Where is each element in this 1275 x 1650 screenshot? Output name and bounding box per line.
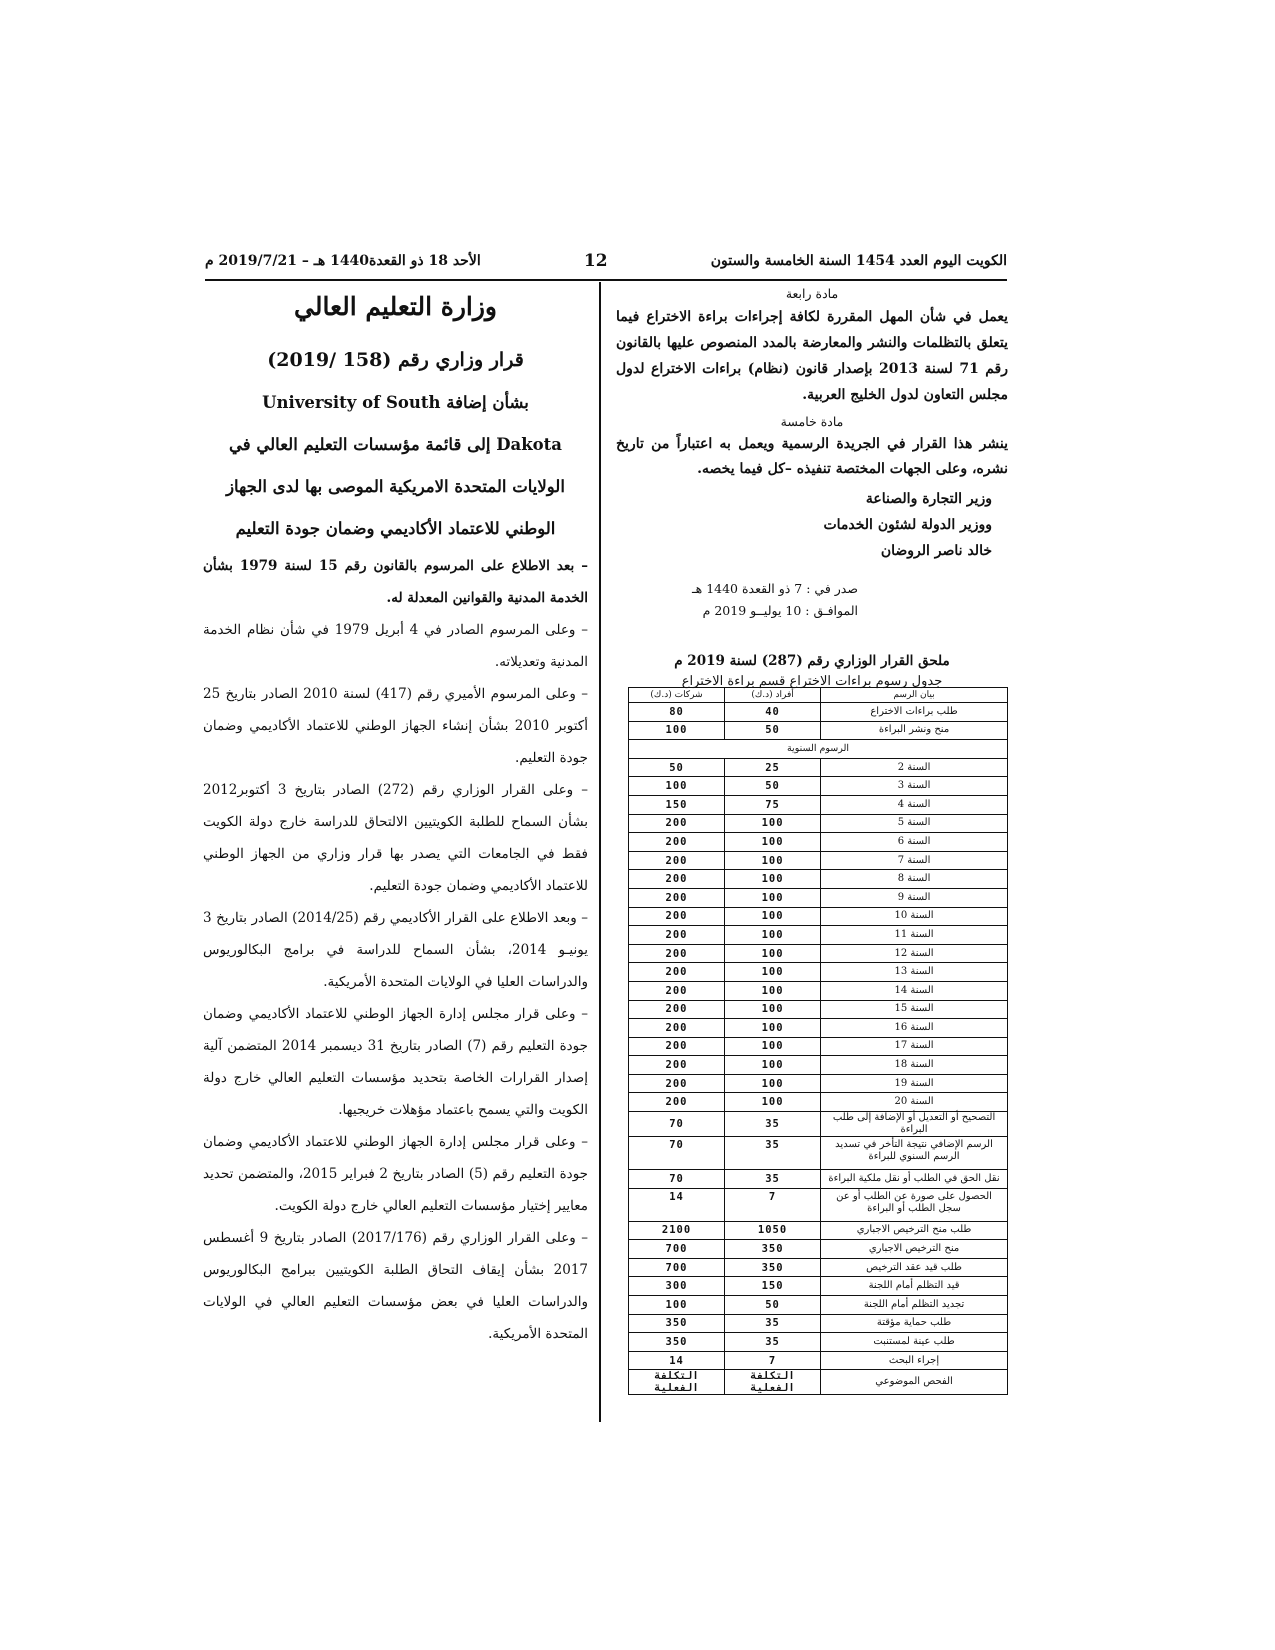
fee-description: تجديد التظلم أمام اللجنة xyxy=(821,1296,1008,1315)
individuals-fee: 50 xyxy=(725,777,821,796)
subject-line-1: بشأن إضافة University of South xyxy=(262,393,529,412)
companies-fee: 2100 xyxy=(629,1221,725,1240)
companies-fee: 200 xyxy=(629,963,725,982)
table-row xyxy=(629,1333,1008,1352)
table-row xyxy=(629,1037,1008,1056)
signer-name: خالد ناصر الروضان xyxy=(880,543,992,559)
companies-fee: 14 xyxy=(629,1351,725,1370)
table-row xyxy=(629,981,1008,1000)
recital-1: – بعد الاطلاع على المرسوم بالقانون رقم 15 لسنة 1979 بشأن الخدمة المدنية والقوانين المعدلة له. xyxy=(203,558,588,606)
fee-description: منح الترخيص الاجباري xyxy=(821,1240,1008,1259)
companies-fee: 70 xyxy=(629,1170,725,1189)
companies-fee: 14 xyxy=(629,1188,725,1221)
table-row xyxy=(629,777,1008,796)
companies-fee: 200 xyxy=(629,907,725,926)
individuals-fee: 7 xyxy=(725,1351,821,1370)
subject-line-4: الوطني للاعتماد الأكاديمي وضمان جودة التعليم xyxy=(235,519,556,538)
fee-table xyxy=(628,687,1008,1395)
companies-fee: التكلفة الفعلية xyxy=(629,1370,725,1395)
fee-description: السنة 3 xyxy=(821,777,1008,796)
individuals-fee: 100 xyxy=(725,944,821,963)
companies-fee: 150 xyxy=(629,795,725,814)
fee-description: السنة 20 xyxy=(821,1093,1008,1112)
article5-text: ينشر هذا القرار في الجريدة الرسمية ويعمل به اعتباراً من تاريخ نشره، وعلى الجهات المختصة تنفيذه –كل فيما يخصه. xyxy=(616,436,1008,477)
individuals-fee: 35 xyxy=(725,1137,821,1170)
individuals-fee: 100 xyxy=(725,907,821,926)
individuals-fee: التكلفة الفعلية xyxy=(725,1370,821,1395)
individuals-fee: 7 xyxy=(725,1188,821,1221)
fee-description: منح ونشر البراءة xyxy=(821,721,1008,740)
companies-fee: 70 xyxy=(629,1112,725,1137)
decree-number: قرار وزاري رقم (158 /2019) xyxy=(267,349,524,371)
header-date: الأحد 18 ذو القعدة1440 هـ – 2019/7/21 م xyxy=(205,253,481,269)
individuals-fee: 100 xyxy=(725,851,821,870)
subject-line-3: الولايات المتحدة الامريكية الموصى بها لدى الجهاز xyxy=(226,477,565,496)
table-row xyxy=(629,703,1008,722)
companies-fee: 200 xyxy=(629,833,725,852)
companies-fee: 100 xyxy=(629,1296,725,1315)
article4-text: يعمل في شأن المهل المقررة لكافة إجراءات براءة الاختراع فيما يتعلق بالتظلمات والنشر والمعارضة بالمدد المنصوص عليها بالقانون رقم 71 لسنة 2013 بإصدار قانون (نظام) براءات الاختراع لدول مجلس التعاون لدول الخليج العربية. xyxy=(616,309,1009,403)
recital-4: – وعلى القرار الوزاري رقم (272) الصادر بتاريخ 3 أكتوبر2012 بشأن السماح للطلبة الكويتيين الالتحاق للدراسة خارج دولة الكويت فقط في الجامعات التي يصدر بها قرار وزاري من الجهاز الوطني للاعتماد الأكاديمي وضمان جودة التعليم. xyxy=(203,782,588,894)
individuals-fee: 50 xyxy=(725,1296,821,1315)
table-row xyxy=(629,1056,1008,1075)
companies-fee: 350 xyxy=(629,1314,725,1333)
fee-description: السنة 9 xyxy=(821,888,1008,907)
table-row xyxy=(629,795,1008,814)
companies-fee: 700 xyxy=(629,1258,725,1277)
annual-fees-row xyxy=(629,740,1008,759)
fee-description: السنة 15 xyxy=(821,1000,1008,1019)
fee-description: السنة 10 xyxy=(821,907,1008,926)
fee-description: السنة 8 xyxy=(821,870,1008,889)
fee-description: إجراء البحث xyxy=(821,1351,1008,1370)
signer-title-1: وزير التجارة والصناعة xyxy=(865,491,992,507)
table-row xyxy=(629,833,1008,852)
table-row xyxy=(629,1370,1008,1395)
companies-fee: 200 xyxy=(629,888,725,907)
recital-2: – وعلى المرسوم الصادر في 4 أبريل 1979 في شأن نظام الخدمة المدنية وتعديلاته. xyxy=(203,622,588,670)
individuals-fee: 100 xyxy=(725,870,821,889)
individuals-fee: 350 xyxy=(725,1258,821,1277)
companies-fee: 200 xyxy=(629,944,725,963)
companies-fee: 100 xyxy=(629,777,725,796)
table-row xyxy=(629,1112,1008,1137)
table-row xyxy=(629,851,1008,870)
companies-fee: 200 xyxy=(629,1037,725,1056)
table-row xyxy=(629,1074,1008,1093)
table-row xyxy=(629,1019,1008,1038)
companies-fee: 300 xyxy=(629,1277,725,1296)
companies-fee: 200 xyxy=(629,1074,725,1093)
table-row xyxy=(629,1277,1008,1296)
recital-6: – وعلى قرار مجلس إدارة الجهاز الوطني للاعتماد الأكاديمي وضمان جودة التعليم رقم (7) الصادر بتاريخ 31 ديسمبر 2014 المتضمن آلية إصدار القرارات الخاصة بتحديد مؤسسات التعليم العالي خارج دولة الكويت والتي يسمح باعتماد مؤهلات خريجيها. xyxy=(203,1006,589,1118)
individuals-fee: 25 xyxy=(725,758,821,777)
companies-fee: 200 xyxy=(629,814,725,833)
companies-fee: 200 xyxy=(629,1056,725,1075)
companies-fee: 80 xyxy=(629,703,725,722)
individuals-fee: 75 xyxy=(725,795,821,814)
signer-title-2: ووزير الدولة لشئون الخدمات xyxy=(823,517,992,533)
annex-title: ملحق القرار الوزاري رقم (287) لسنة 2019 م xyxy=(674,653,950,669)
table-row xyxy=(629,1093,1008,1112)
right-column xyxy=(616,284,1008,692)
left-column xyxy=(203,284,588,1350)
recital-3: – وعلى المرسوم الأميري رقم (417) لسنة 2010 الصادر بتاريخ 25 أكتوبر 2010 بشأن إنشاء الجهاز الوطني للاعتماد الأكاديمي وضمان جودة التعليم. xyxy=(203,686,588,766)
individuals-fee: 100 xyxy=(725,926,821,945)
header-issue: الكويت اليوم العدد 1454 السنة الخامسة والستون xyxy=(710,253,1007,269)
individuals-fee: 150 xyxy=(725,1277,821,1296)
table-row xyxy=(629,1296,1008,1315)
table-row xyxy=(629,1000,1008,1019)
fee-description: طلب براءات الاختراع xyxy=(821,703,1008,722)
fee-description: السنة 19 xyxy=(821,1074,1008,1093)
companies-fee: 100 xyxy=(629,721,725,740)
fee-description: طلب عينة لمستنبت xyxy=(821,1333,1008,1352)
companies-fee: 200 xyxy=(629,870,725,889)
column-header-individuals: أفراد (د.ك) xyxy=(725,688,821,703)
issued-gregorian: الموافـق : 10 يوليــو 2019 م xyxy=(702,603,858,618)
fee-description: السنة 7 xyxy=(821,851,1008,870)
table-row xyxy=(629,1137,1008,1170)
individuals-fee: 100 xyxy=(725,888,821,907)
table-row xyxy=(629,888,1008,907)
recital-8: – وعلى القرار الوزاري رقم (2017/176) الصادر بتاريخ 9 أغسطس 2017 بشأن إيقاف التحاق الطلبة الكويتيين ببرامج البكالوريوس والدراسات العليا في بعض مؤسسات التعليم العالي في الولايات المتحدة الأمريكية. xyxy=(203,1230,588,1342)
fee-description: السنة 2 xyxy=(821,758,1008,777)
table-title: جدول رسوم براءات الاختراع قسم براءة الاختراع xyxy=(681,674,943,689)
individuals-fee: 100 xyxy=(725,833,821,852)
individuals-fee: 100 xyxy=(725,814,821,833)
issue-date xyxy=(616,578,1008,622)
fee-description: طلب منح الترخيص الاجباري xyxy=(821,1221,1008,1240)
companies-fee: 200 xyxy=(629,1019,725,1038)
individuals-fee: 35 xyxy=(725,1333,821,1352)
fee-description: السنة 12 xyxy=(821,944,1008,963)
fee-description: السنة 16 xyxy=(821,1019,1008,1038)
individuals-fee: 350 xyxy=(725,1240,821,1259)
table-row xyxy=(629,1351,1008,1370)
companies-fee: 200 xyxy=(629,851,725,870)
fee-description: السنة 17 xyxy=(821,1037,1008,1056)
fee-description: السنة 11 xyxy=(821,926,1008,945)
recitals xyxy=(203,550,588,1350)
decree-subject xyxy=(203,382,588,550)
column-header-companies: شركات (د.ك) xyxy=(629,688,725,703)
signature-block xyxy=(616,486,1008,564)
table-row xyxy=(629,1221,1008,1240)
table-row xyxy=(629,926,1008,945)
subject-line-2: Dakota إلى قائمة مؤسسات التعليم العالي في xyxy=(229,435,562,454)
individuals-fee: 1050 xyxy=(725,1221,821,1240)
header-divider xyxy=(205,279,1007,281)
table-row xyxy=(629,963,1008,982)
fee-description: السنة 4 xyxy=(821,795,1008,814)
individuals-fee: 35 xyxy=(725,1112,821,1137)
table-row xyxy=(629,721,1008,740)
companies-fee: 70 xyxy=(629,1137,725,1170)
article5-title: مادة خامسة xyxy=(780,414,844,429)
page-number: 12 xyxy=(583,251,608,271)
table-row xyxy=(629,758,1008,777)
fee-description: السنة 6 xyxy=(821,833,1008,852)
fee-description: نقل الحق في الطلب أو نقل ملكية البراءة xyxy=(821,1170,1008,1189)
companies-fee: 200 xyxy=(629,1093,725,1112)
ministry-title: وزارة التعليم العالي xyxy=(294,292,497,321)
fee-description: طلب حماية مؤقتة xyxy=(821,1314,1008,1333)
fee-description: السنة 13 xyxy=(821,963,1008,982)
annual-fees-label: الرسوم السنوية xyxy=(629,740,1008,759)
companies-fee: 700 xyxy=(629,1240,725,1259)
companies-fee: 200 xyxy=(629,1000,725,1019)
individuals-fee: 35 xyxy=(725,1170,821,1189)
individuals-fee: 100 xyxy=(725,1056,821,1075)
table-row xyxy=(629,1188,1008,1221)
individuals-fee: 35 xyxy=(725,1314,821,1333)
table-row xyxy=(629,814,1008,833)
recital-5: – وبعد الاطلاع على القرار الأكاديمي رقم (2014/25) الصادر بتاريخ 3 يونيـو 2014، بشأن السماح للدراسة في برامج البكالوريوس والدراسات العليا في الولايات المتحدة الأمريكية. xyxy=(203,910,588,990)
individuals-fee: 100 xyxy=(725,1074,821,1093)
fee-description: السنة 5 xyxy=(821,814,1008,833)
individuals-fee: 40 xyxy=(725,703,821,722)
individuals-fee: 100 xyxy=(725,1019,821,1038)
issued-hijri: صدر في : 7 ذو القعدة 1440 هـ xyxy=(691,581,858,596)
fee-description: الرسم الإضافي نتيجة التأخر في تسديد الرسم السنوي للبراءة xyxy=(821,1137,1008,1170)
individuals-fee: 100 xyxy=(725,981,821,1000)
fee-description: طلب قيد عقد الترخيص xyxy=(821,1258,1008,1277)
table-row xyxy=(629,1170,1008,1189)
fee-description: قيد التظلم أمام اللجنة xyxy=(821,1277,1008,1296)
individuals-fee: 50 xyxy=(725,721,821,740)
table-row xyxy=(629,1258,1008,1277)
companies-fee: 350 xyxy=(629,1333,725,1352)
article4-title: مادة رابعة xyxy=(785,286,839,301)
recital-7: – وعلى قرار مجلس إدارة الجهاز الوطني للاعتماد الأكاديمي وضمان جودة التعليم رقم (5) الصادر بتاريخ 2 فبراير 2015، والمتضمن تحديد معايير إختيار مؤسسات التعليم العالي خارج دولة الكويت. xyxy=(203,1134,589,1214)
table-row xyxy=(629,870,1008,889)
column-header-description: بيان الرسم xyxy=(821,688,1008,703)
companies-fee: 200 xyxy=(629,926,725,945)
fee-description: الحصول على صورة عن الطلب أو عن سجل الطلب أو البراءة xyxy=(821,1188,1008,1221)
individuals-fee: 100 xyxy=(725,1000,821,1019)
fee-description: الفحص الموضوعي xyxy=(821,1370,1008,1395)
individuals-fee: 100 xyxy=(725,1037,821,1056)
table-row xyxy=(629,1314,1008,1333)
page-header xyxy=(205,246,1007,276)
fee-description: التصحيح أو التعديل أو الإضافة إلى طلب البراءة xyxy=(821,1112,1008,1137)
table-header-row xyxy=(629,688,1008,703)
table-row xyxy=(629,907,1008,926)
table-row xyxy=(629,1240,1008,1259)
individuals-fee: 100 xyxy=(725,963,821,982)
fee-description: السنة 18 xyxy=(821,1056,1008,1075)
individuals-fee: 100 xyxy=(725,1093,821,1112)
column-divider xyxy=(599,282,601,1422)
fee-description: السنة 14 xyxy=(821,981,1008,1000)
companies-fee: 200 xyxy=(629,981,725,1000)
table-row xyxy=(629,944,1008,963)
companies-fee: 50 xyxy=(629,758,725,777)
